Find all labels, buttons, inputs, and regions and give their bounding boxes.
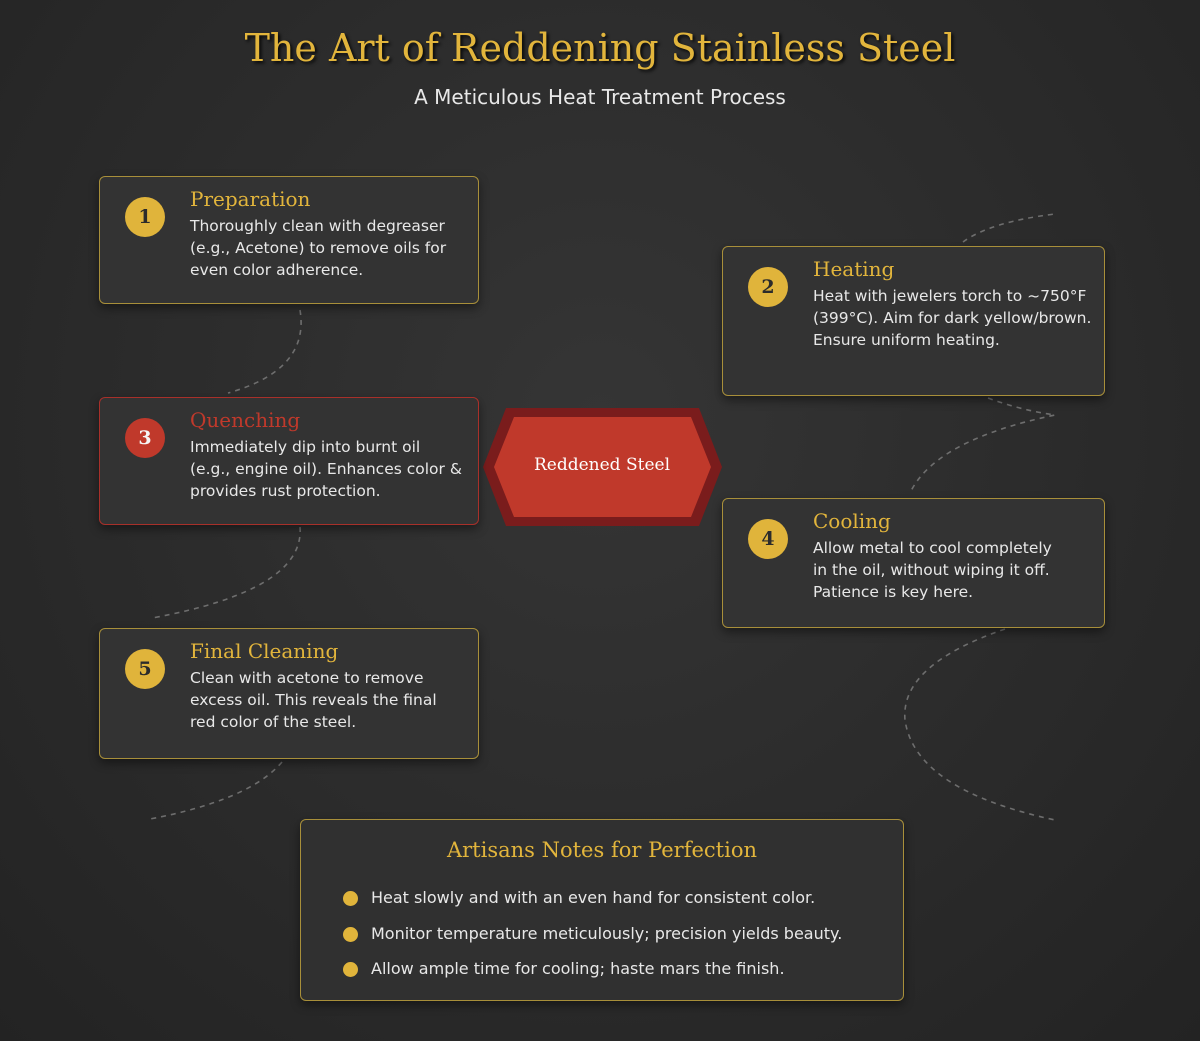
connector-curve-3-5 [152, 527, 300, 618]
connector-curve-1-3 [228, 310, 301, 393]
step-title: Cooling [813, 509, 891, 533]
reddened-steel-label: Reddened Steel [533, 455, 671, 475]
step-number-badge: 1 [125, 197, 165, 237]
step-title: Final Cleaning [190, 639, 339, 663]
bullet-dot-icon [343, 891, 358, 906]
step-description: Heat with jewelers torch to ~750°F (399°C). Aim for dark yellow/brown. Ensure uniform heating. [813, 287, 1092, 349]
step-description: Immediately dip into burnt oil (e.g., engine oil). Enhances color & provides rust protection. [190, 438, 462, 500]
page-title: The Art of Reddening Stainless Steel [244, 26, 956, 70]
note-text: Allow ample time for cooling; haste mars the finish. [371, 959, 785, 978]
bullet-dot-icon [343, 962, 358, 977]
connector-curve-2-top [963, 214, 1055, 242]
artisans-notes-panel [300, 819, 904, 1001]
connector-curve-5-bottom [150, 762, 282, 819]
step-card-final-cleaning [99, 628, 479, 759]
note-text: Monitor temperature meticulously; precision yields beauty. [371, 923, 843, 943]
step-title: Preparation [190, 187, 311, 211]
bullet-dot-icon [343, 927, 358, 942]
step-description: Clean with acetone to remove excess oil. This reveals the final red color of the steel. [190, 669, 437, 731]
connector-curve-2-4 [910, 398, 1055, 493]
step-card-preparation [99, 176, 479, 304]
step-description: Allow metal to cool completely in the oil, without wiping it off. Patience is key here. [813, 539, 1052, 601]
note-item [341, 886, 842, 922]
step-card-heating [722, 246, 1105, 396]
step-number-badge: 4 [748, 519, 788, 559]
step-number-badge: 2 [748, 267, 788, 307]
connector-curve-4-bottom [905, 629, 1055, 820]
note-text: Heat slowly and with an even hand for consistent color. [371, 888, 816, 907]
step-title: Quenching [190, 408, 301, 432]
step-description: Thoroughly clean with degreaser (e.g., Acetone) to remove oils for even color adherence. [190, 217, 447, 279]
note-item [341, 957, 842, 993]
step-title: Heating [813, 257, 895, 281]
notes-list [341, 886, 842, 993]
note-item [341, 922, 842, 958]
step-number-badge: 3 [125, 418, 165, 458]
step-card-cooling [722, 498, 1105, 628]
page-subtitle: A Meticulous Heat Treatment Process [414, 85, 786, 109]
notes-title: Artisans Notes for Perfection [446, 838, 758, 862]
step-number-badge: 5 [125, 649, 165, 689]
step-card-quenching [99, 397, 479, 525]
